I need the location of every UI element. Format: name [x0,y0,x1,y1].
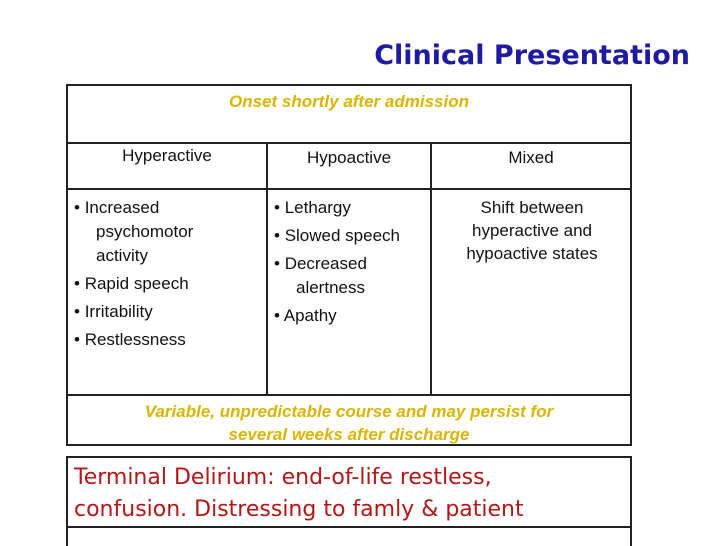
list-item [74,196,259,268]
item-text: Slowed speech [284,226,400,245]
onset-text: Onset shortly after admission [229,92,469,111]
terminal-line: confusion. Distressing to famly & patient [74,497,524,522]
page-title: Clinical Presentation [374,40,690,71]
hyperactive-heading: Hyperactive [122,146,212,165]
hypoactive-column [268,144,432,394]
item-continuation: psychomotor [96,222,194,241]
presentation-table [66,84,632,446]
list-item [274,252,430,300]
bullet: • [74,274,85,293]
mixed-line: hyperactive and [471,221,593,240]
item-text: Lethargy [284,198,351,217]
list-item [274,196,430,220]
bullet: • [274,226,285,245]
hyperactive-list [74,196,259,356]
bullet: • [74,302,85,321]
item-text: Irritability [84,302,153,321]
item-text: Decreased [284,254,367,273]
bullet: • [274,198,285,217]
mixed-line: hypoactive states [466,244,598,263]
terminal-delirium-text [74,462,626,526]
terminal-delirium-box [66,456,632,546]
course-row [68,394,630,444]
item-continuation: activity [96,246,148,265]
mixed-column [432,144,630,394]
mixed-line: Shift between [480,198,584,217]
bullet: • [274,306,284,325]
item-text: Apathy [283,306,337,325]
bullet: • [74,198,85,217]
hypoactive-heading: Hypoactive [306,148,392,167]
bullet: • [74,330,85,349]
list-item [74,272,259,296]
bullet: • [274,254,285,273]
course-line: Variable, unpredictable course and may persist for [144,402,554,421]
item-continuation: alertness [296,278,365,297]
item-text: Increased [84,198,160,217]
course-text [68,400,630,446]
subtype-columns [68,144,630,394]
list-item [74,300,259,324]
onset-row [68,86,630,144]
course-line: several weeks after discharge [228,425,470,444]
hyperactive-column [68,144,268,394]
terminal-line: Terminal Delirium: end-of-life restless, [74,465,492,490]
hypoactive-list [274,196,430,332]
mixed-description [446,196,618,265]
terminal-divider [68,526,630,528]
mixed-heading: Mixed [508,148,554,167]
item-text: Restlessness [84,330,186,349]
list-item [274,224,430,248]
list-item [274,304,430,328]
item-text: Rapid speech [84,274,189,293]
list-item [74,328,259,352]
header-divider [68,188,630,190]
